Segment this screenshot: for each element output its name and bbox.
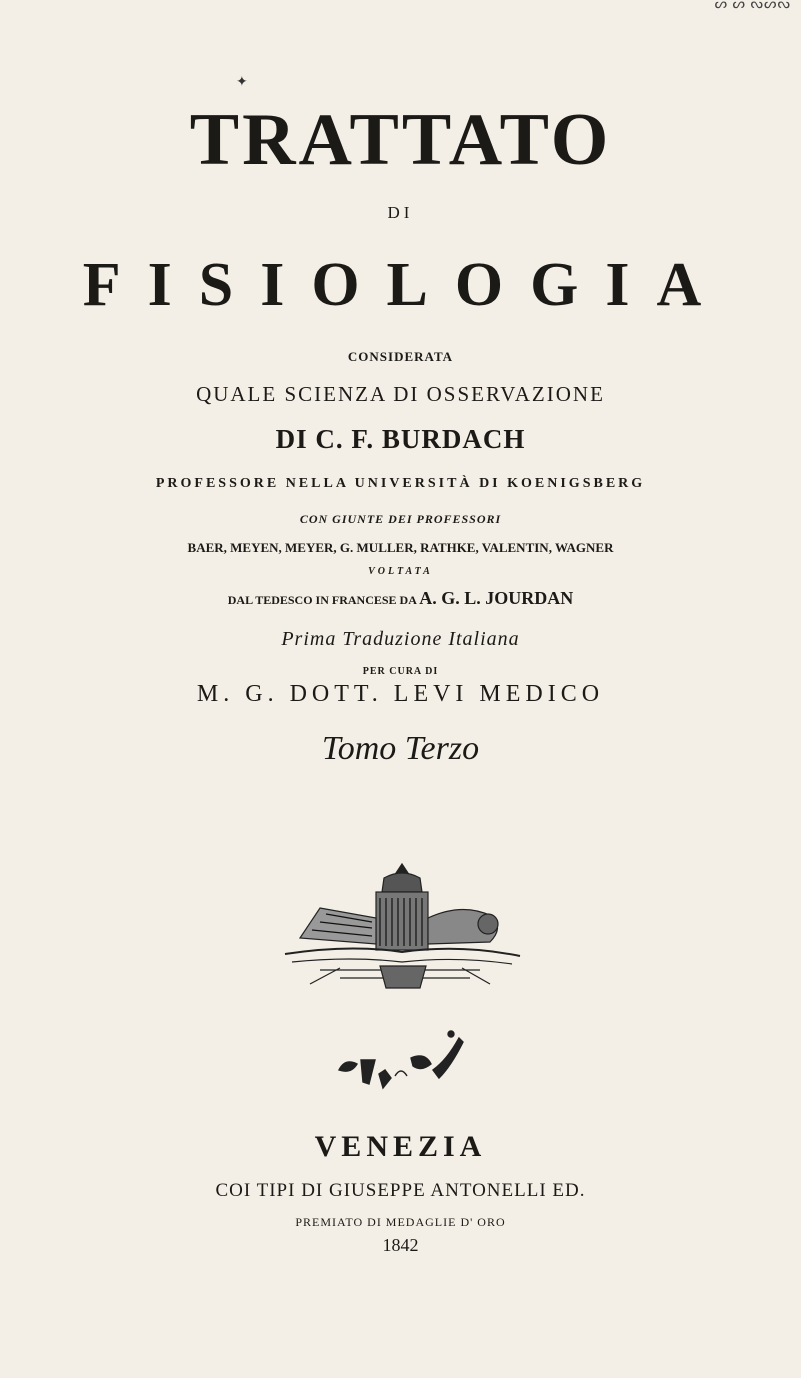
considerata-line: CONSIDERATA <box>347 349 454 364</box>
translation-line <box>0 588 801 609</box>
decorative-flourish-illustration <box>335 1030 467 1094</box>
printer-vignette-illustration <box>280 858 525 993</box>
ink-mark: ᔕ ᔕ ᔓᔕᔓ <box>714 0 791 12</box>
printer-line: COI TIPI DI GIUSEPPE ANTONELLI ED. <box>215 1180 586 1201</box>
contributors-line: BAER, MEYEN, MEYER, G. MULLER, RATHKE, VALENTIN, WAGNER <box>187 540 614 555</box>
additions-line: CON GIUNTE DEI PROFESSORI <box>299 512 502 526</box>
book-title: TRATTATO <box>189 99 612 181</box>
subtitle-line: QUALE SCIENZA DI OSSERVAZIONE <box>196 382 605 406</box>
book-subject: FISIOLOGIA <box>82 251 729 319</box>
per-cura-line: PER CURA DI <box>362 666 439 677</box>
award-line: PREMIATO DI MEDAGLIE D' ORO <box>295 1215 506 1229</box>
volume-line: Tomo Terzo <box>321 730 480 767</box>
publication-year: 1842 <box>382 1235 419 1255</box>
voltata-line: VOLTATA <box>368 566 433 577</box>
edition-line: Prima Traduzione Italiana <box>281 628 520 650</box>
imprint-city: VENEZIA <box>314 1130 487 1163</box>
star-mark: ✦ <box>236 75 248 90</box>
author-position: PROFESSORE NELLA UNIVERSITÀ DI KOENIGSBERG <box>155 476 646 491</box>
translator-line: M. G. DOTT. LEVI MEDICO <box>196 681 605 707</box>
author-line: DI C. F. BURDACH <box>275 424 526 454</box>
translation-prefix: DAL TEDESCO IN FRANCESE DA <box>227 593 420 607</box>
french-translator: A. G. L. JOURDAN <box>419 588 574 608</box>
title-di: DI <box>387 203 414 222</box>
